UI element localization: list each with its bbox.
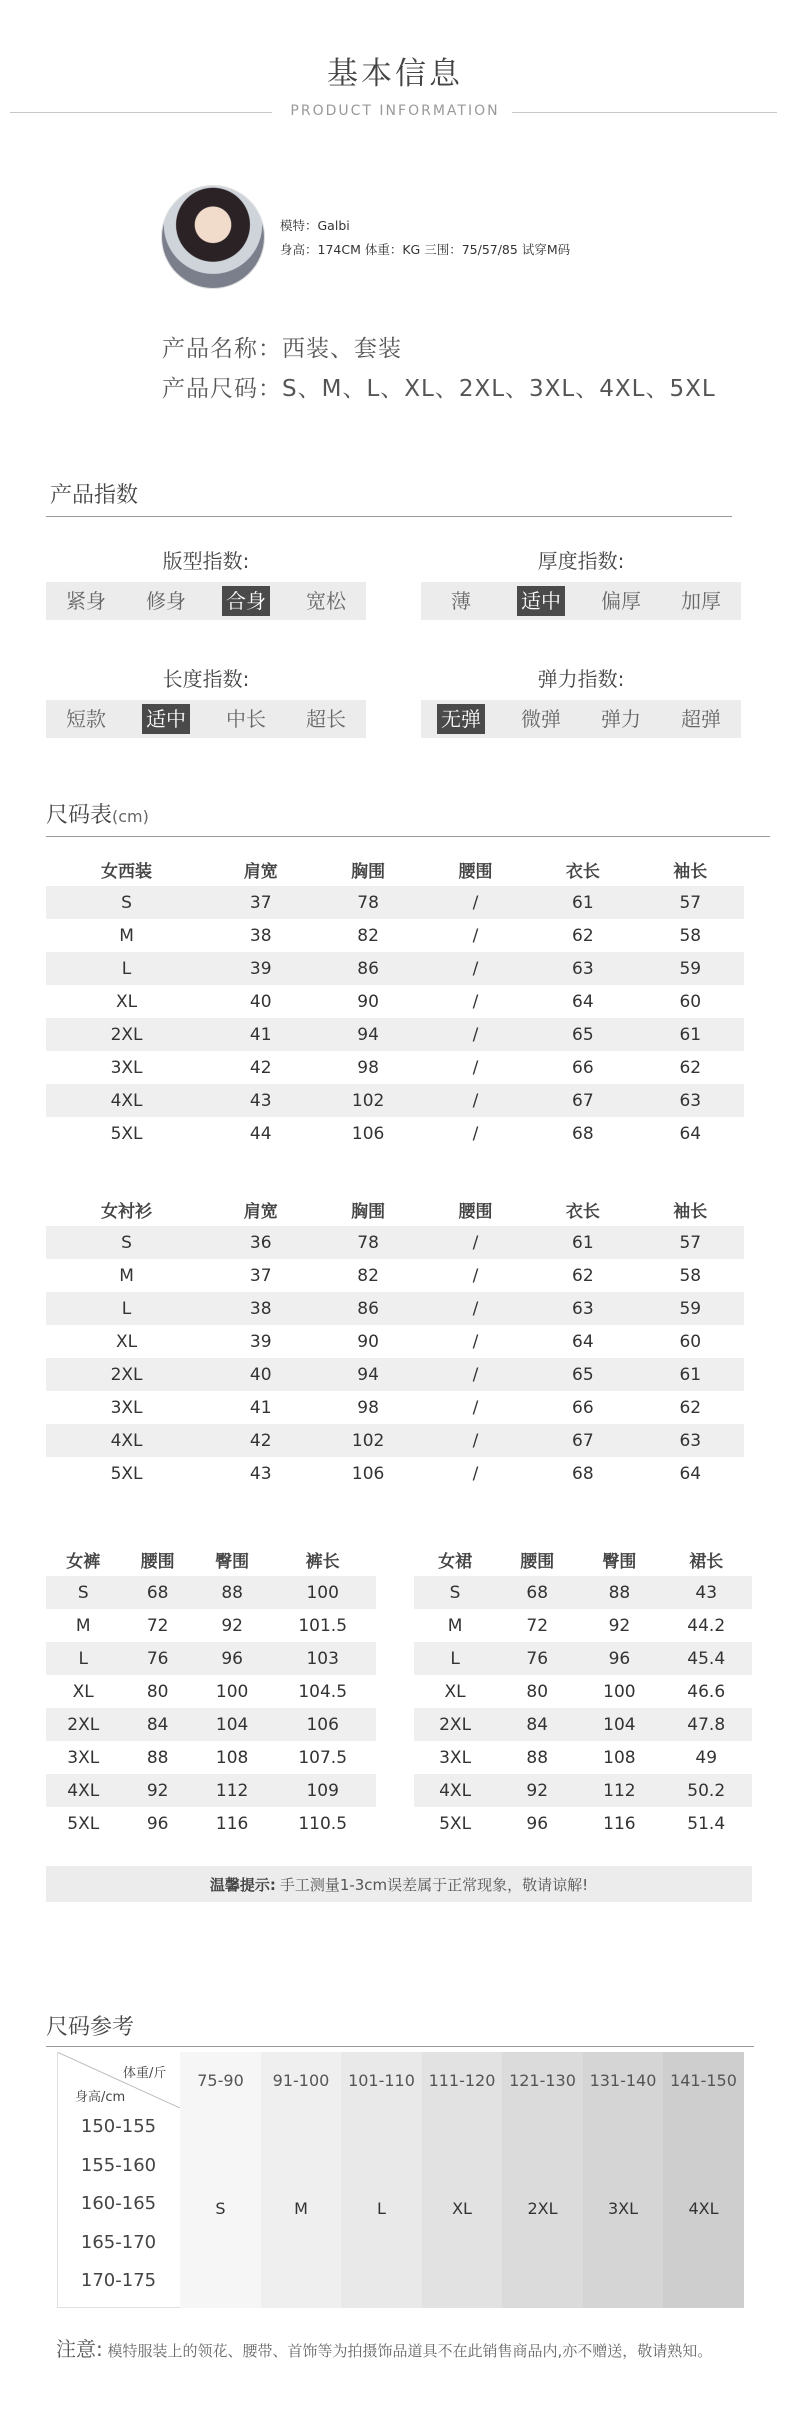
- table-cell: 4XL: [46, 1774, 120, 1807]
- table-cell: 104: [578, 1708, 660, 1741]
- table-cell: S: [46, 886, 207, 919]
- table-cell: 62: [572, 925, 594, 946]
- table-cell: 110.5: [298, 1813, 348, 1834]
- table-cell: 116: [215, 1813, 249, 1834]
- table-cell: 68: [572, 1463, 594, 1484]
- table-cell: 106: [351, 1123, 385, 1144]
- table-header-cell: 肩宽: [243, 862, 278, 882]
- recommended-size: XL: [452, 2198, 472, 2218]
- table-cell: 90: [357, 1331, 379, 1352]
- table-cell: XL: [115, 1331, 138, 1352]
- page-title: 基本信息: [327, 56, 463, 92]
- table-header-cell: 胸围: [351, 1202, 386, 1222]
- table-cell: 68: [496, 1576, 578, 1609]
- table-cell: 96: [578, 1642, 660, 1675]
- table-cell: /: [422, 1358, 529, 1391]
- table-cell: 72: [146, 1615, 169, 1636]
- table-cell: /: [422, 1226, 529, 1259]
- skirt-size-table: [414, 1543, 752, 1840]
- table-row: [46, 985, 744, 1018]
- table-cell: 63: [529, 952, 636, 985]
- table-header-row: [46, 1193, 744, 1226]
- table-cell: 106: [351, 1463, 385, 1484]
- height-range-label: 150-155: [80, 2116, 157, 2137]
- table-row: [46, 1018, 744, 1051]
- table-header-cell: 胸围: [351, 862, 386, 882]
- model-name: 模特：Galbi: [280, 218, 350, 233]
- height-range-label: 160-165: [80, 2193, 157, 2214]
- fit-index-option-selected: 合身: [206, 582, 286, 620]
- table-cell: /: [472, 991, 479, 1012]
- table-cell: 5XL: [110, 1463, 143, 1484]
- note-label: 注意:: [56, 2337, 103, 2361]
- table-cell: /: [422, 1424, 529, 1457]
- table-row: [414, 1576, 752, 1609]
- tip-label: 温馨提示:: [209, 1875, 276, 1894]
- length-index-option: 超长: [306, 707, 346, 731]
- table-cell: 4XL: [46, 1424, 207, 1457]
- table-cell: 92: [496, 1774, 578, 1807]
- table-cell: 96: [526, 1813, 549, 1834]
- table-cell: 100: [269, 1576, 376, 1609]
- table-header-cell: 腰围: [458, 1202, 493, 1222]
- table-cell: 100: [215, 1681, 249, 1702]
- fit-index-label: 版型指数:: [162, 549, 250, 573]
- table-cell: 82: [357, 1265, 379, 1286]
- elasticity-index-bar: [421, 700, 741, 738]
- measurement-tip: [46, 1866, 752, 1902]
- table-cell: 67: [529, 1084, 636, 1117]
- table-row: [46, 1708, 376, 1741]
- table-cell: 102: [314, 1424, 421, 1457]
- thickness-index-option: 薄: [451, 589, 471, 613]
- table-cell: 62: [572, 1265, 594, 1286]
- table-row: [46, 1292, 744, 1325]
- weight-range-label: 91-100: [272, 2070, 330, 2090]
- table-cell: 41: [207, 1018, 314, 1051]
- table-cell: /: [422, 952, 529, 985]
- table-cell: XL: [444, 1681, 466, 1702]
- table-cell: 78: [314, 1226, 421, 1259]
- table-row: [46, 1117, 744, 1150]
- recommended-size: 2XL: [527, 2198, 558, 2218]
- table-cell: 104.5: [298, 1681, 348, 1702]
- weight-range-label: 121-130: [509, 2070, 576, 2090]
- table-cell: 46.6: [687, 1681, 726, 1702]
- thickness-index-label: 厚度指数:: [537, 549, 625, 573]
- table-row: [414, 1675, 752, 1708]
- elasticity-index-option-selected: 无弹: [421, 700, 501, 738]
- table-cell: 101.5: [298, 1615, 348, 1636]
- table-row: [46, 1325, 744, 1358]
- table-row: [46, 1609, 376, 1642]
- table-cell: XL: [72, 1681, 94, 1702]
- table-cell: 88: [578, 1576, 660, 1609]
- table-row: [46, 1576, 376, 1609]
- table-row: [46, 1259, 744, 1292]
- table-cell: 104: [195, 1708, 269, 1741]
- table-cell: 60: [679, 991, 702, 1012]
- table-cell: 78: [314, 886, 421, 919]
- table-cell: L: [46, 1642, 120, 1675]
- corner-weight-label: 体重/斤: [123, 2066, 167, 2081]
- table-header-cell: 袖长: [673, 862, 708, 882]
- table-row: [46, 1675, 376, 1708]
- table-row: [414, 1741, 752, 1774]
- table-cell: 58: [679, 925, 702, 946]
- table-row: [46, 1424, 744, 1457]
- product-sizes: 产品尺码：S、M、L、XL、2XL、3XL、4XL、5XL: [162, 376, 716, 402]
- table-header-cell: 腰围: [458, 862, 493, 882]
- table-cell: 98: [357, 1057, 379, 1078]
- table-header-cell: 女裙: [438, 1552, 473, 1572]
- weight-column: [341, 2052, 422, 2308]
- table-cell: 51.4: [687, 1813, 726, 1834]
- table-cell: 92: [221, 1615, 243, 1636]
- table-cell: 40: [207, 1358, 314, 1391]
- table-cell: L: [46, 1292, 207, 1325]
- table-cell: 57: [637, 886, 744, 919]
- table-cell: 108: [215, 1747, 249, 1768]
- table-cell: 3XL: [110, 1397, 143, 1418]
- table-cell: 4XL: [46, 1084, 207, 1117]
- table-header-cell: 裙长: [689, 1552, 724, 1572]
- length-index-option: 中长: [226, 707, 266, 731]
- indices-title: 产品指数: [50, 483, 139, 508]
- table-cell: 112: [578, 1774, 660, 1807]
- table-cell: 39: [249, 1331, 272, 1352]
- table-cell: 88: [195, 1576, 269, 1609]
- table-header-cell: 腰围: [520, 1552, 555, 1572]
- thickness-index-option: 偏厚: [601, 589, 641, 613]
- table-cell: 59: [637, 952, 744, 985]
- table-cell: 86: [314, 952, 421, 985]
- size-chart-divider: [46, 836, 770, 837]
- table-cell: 66: [572, 1057, 594, 1078]
- length-index-option-selected: 适中: [126, 700, 206, 738]
- table-cell: 3XL: [439, 1747, 472, 1768]
- table-cell: XL: [115, 991, 138, 1012]
- table-cell: 62: [679, 1397, 702, 1418]
- table-cell: 64: [679, 1123, 702, 1144]
- table-cell: 64: [572, 1331, 594, 1352]
- table-cell: S: [46, 1226, 207, 1259]
- recommended-size: M: [294, 2198, 308, 2218]
- table-cell: 61: [529, 1226, 636, 1259]
- fit-index-option: 紧身: [66, 589, 106, 613]
- table-cell: 5XL: [110, 1123, 143, 1144]
- table-row: [46, 1741, 376, 1774]
- table-cell: 5XL: [439, 1813, 472, 1834]
- table-cell: 43: [249, 1463, 272, 1484]
- table-cell: 2XL: [46, 1358, 207, 1391]
- table-cell: 102: [314, 1084, 421, 1117]
- table-cell: 59: [637, 1292, 744, 1325]
- thickness-index-bar: [421, 582, 741, 620]
- table-cell: 45.4: [660, 1642, 752, 1675]
- table-cell: 82: [357, 925, 379, 946]
- table-cell: 84: [496, 1708, 578, 1741]
- table-cell: /: [472, 925, 479, 946]
- table-cell: 43: [660, 1576, 752, 1609]
- table-cell: 2XL: [46, 1018, 207, 1051]
- size-reference-title: 尺码参考: [46, 2015, 135, 2040]
- table-header-cell: 衣长: [565, 1202, 600, 1222]
- table-cell: 107.5: [298, 1747, 348, 1768]
- table-header-row: [46, 853, 744, 886]
- weight-range-label: 101-110: [348, 2070, 415, 2090]
- table-header-cell: 衣长: [565, 862, 600, 882]
- table-row: [414, 1708, 752, 1741]
- table-cell: 4XL: [414, 1774, 496, 1807]
- elasticity-index-label: 弹力指数:: [537, 667, 625, 691]
- table-header-row: [414, 1543, 752, 1576]
- table-row: [46, 1358, 744, 1391]
- table-row: [414, 1774, 752, 1807]
- table-header-row: [46, 1543, 376, 1576]
- table-cell: 40: [249, 991, 272, 1012]
- table-row: [414, 1642, 752, 1675]
- recommended-size: S: [215, 2198, 226, 2218]
- table-cell: 63: [637, 1084, 744, 1117]
- table-cell: L: [414, 1642, 496, 1675]
- table-cell: 37: [249, 1265, 272, 1286]
- table-cell: 92: [120, 1774, 194, 1807]
- table-row: [46, 919, 744, 952]
- table-cell: 44: [249, 1123, 272, 1144]
- table-cell: M: [447, 1615, 463, 1636]
- table-cell: 112: [195, 1774, 269, 1807]
- table-cell: 88: [526, 1747, 549, 1768]
- table-cell: 49: [695, 1747, 718, 1768]
- table-cell: 39: [207, 952, 314, 985]
- table-cell: 37: [207, 886, 314, 919]
- suit-size-table: [46, 853, 744, 1150]
- table-cell: 2XL: [414, 1708, 496, 1741]
- table-header-cell: 肩宽: [243, 1202, 278, 1222]
- elasticity-index-option: 弹力: [601, 707, 641, 731]
- table-row: [414, 1807, 752, 1840]
- table-cell: 92: [608, 1615, 631, 1636]
- table-cell: 96: [146, 1813, 169, 1834]
- table-cell: 62: [679, 1057, 702, 1078]
- fit-index-bar: [46, 582, 366, 620]
- shirt-size-table: [46, 1193, 744, 1490]
- table-cell: 64: [679, 1463, 702, 1484]
- table-cell: M: [119, 1265, 134, 1286]
- table-header-cell: 袖长: [673, 1202, 708, 1222]
- table-row: [46, 1642, 376, 1675]
- table-cell: 100: [603, 1681, 636, 1702]
- size-reference-divider: [46, 2046, 754, 2047]
- height-range-label: 170-175: [80, 2270, 157, 2291]
- height-range-label: 165-170: [80, 2231, 157, 2253]
- table-cell: 63: [529, 1292, 636, 1325]
- elasticity-index-option: 超弹: [681, 707, 721, 731]
- table-cell: /: [422, 1084, 529, 1117]
- table-cell: 88: [146, 1747, 169, 1768]
- weight-column: [261, 2052, 342, 2308]
- table-cell: 61: [637, 1358, 744, 1391]
- table-cell: 86: [314, 1292, 421, 1325]
- table-cell: L: [46, 952, 207, 985]
- table-cell: 64: [572, 991, 594, 1012]
- table-cell: 116: [603, 1813, 636, 1834]
- table-header-cell: 女西装: [101, 862, 153, 882]
- size-chart-unit: (cm): [112, 807, 149, 826]
- page-subtitle: PRODUCT INFORMATION: [290, 103, 500, 119]
- table-cell: 80: [146, 1681, 169, 1702]
- weight-column: [422, 2052, 503, 2308]
- fit-index-option: 宽松: [306, 589, 346, 613]
- table-cell: 103: [269, 1642, 376, 1675]
- table-row: [46, 1391, 744, 1424]
- table-row: [46, 1457, 744, 1490]
- table-cell: 96: [195, 1642, 269, 1675]
- table-cell: 67: [529, 1424, 636, 1457]
- table-cell: 84: [120, 1708, 194, 1741]
- size-chart-title-text: 尺码表: [46, 803, 113, 828]
- size-reference-grid: [57, 2052, 744, 2308]
- table-cell: 38: [207, 1292, 314, 1325]
- table-cell: 72: [526, 1615, 549, 1636]
- length-index-label: 长度指数:: [162, 667, 250, 691]
- table-header-cell: 臀围: [215, 1552, 250, 1572]
- weight-range-label: 111-120: [428, 2070, 496, 2090]
- recommended-size: 3XL: [607, 2198, 639, 2218]
- table-row: [46, 1807, 376, 1840]
- table-cell: S: [46, 1576, 120, 1609]
- fit-index-option: 修身: [146, 589, 186, 613]
- table-header-cell: 女裤: [66, 1552, 101, 1572]
- table-cell: 80: [526, 1681, 549, 1702]
- table-cell: /: [422, 1018, 529, 1051]
- table-header-cell: 臀围: [602, 1552, 637, 1572]
- table-cell: /: [472, 1057, 479, 1078]
- table-cell: /: [472, 1265, 479, 1286]
- table-cell: 65: [529, 1358, 636, 1391]
- table-cell: 47.8: [660, 1708, 752, 1741]
- model-stats: 身高：174CM 体重：KG 三围：75/57/85 试穿M码: [280, 242, 571, 257]
- table-cell: 109: [269, 1774, 376, 1807]
- table-cell: 90: [357, 991, 379, 1012]
- weight-range-label: 141-150: [670, 2070, 737, 2090]
- table-cell: 42: [249, 1057, 272, 1078]
- table-cell: 43: [207, 1084, 314, 1117]
- length-index-bar: [46, 700, 366, 738]
- tip-text: 手工测量1-3cm误差属于正常现象，敬请谅解!: [279, 1875, 589, 1894]
- table-row: [46, 1226, 744, 1259]
- indices-divider: [46, 516, 732, 517]
- table-cell: 36: [207, 1226, 314, 1259]
- table-header-cell: 女衬衫: [101, 1202, 153, 1222]
- table-cell: 42: [207, 1424, 314, 1457]
- table-cell: 2XL: [46, 1708, 120, 1741]
- table-cell: 50.2: [660, 1774, 752, 1807]
- note-text: 模特服装上的领花、腰带、首饰等为拍摄饰品道具不在此销售商品内,亦不赠送，敬请熟知。: [107, 2342, 713, 2360]
- table-cell: /: [422, 1292, 529, 1325]
- table-cell: /: [472, 1463, 479, 1484]
- table-cell: 108: [603, 1747, 636, 1768]
- table-cell: 94: [314, 1018, 421, 1051]
- table-cell: 57: [637, 1226, 744, 1259]
- table-cell: 76: [120, 1642, 194, 1675]
- table-cell: 63: [637, 1424, 744, 1457]
- table-cell: 5XL: [67, 1813, 100, 1834]
- recommended-size: L: [377, 2198, 386, 2218]
- table-cell: /: [472, 1331, 479, 1352]
- table-header-cell: 腰围: [140, 1552, 175, 1572]
- table-cell: M: [119, 925, 134, 946]
- table-cell: 58: [679, 1265, 702, 1286]
- table-cell: 61: [637, 1018, 744, 1051]
- table-cell: 3XL: [67, 1747, 100, 1768]
- table-cell: 38: [249, 925, 272, 946]
- length-index-option: 短款: [66, 707, 106, 731]
- table-cell: 65: [529, 1018, 636, 1051]
- table-row: [46, 1774, 376, 1807]
- table-cell: 68: [120, 1576, 194, 1609]
- product-name: 产品名称：西装、套装: [162, 336, 402, 362]
- model-avatar: [162, 186, 264, 288]
- table-row: [46, 1051, 744, 1084]
- table-header-cell: 裤长: [305, 1552, 340, 1572]
- weight-range-label: 131-140: [589, 2070, 657, 2090]
- table-cell: 98: [357, 1397, 379, 1418]
- table-cell: 94: [314, 1358, 421, 1391]
- table-row: [46, 886, 744, 919]
- table-cell: 68: [572, 1123, 594, 1144]
- elasticity-index-option: 微弹: [521, 707, 561, 731]
- table-cell: 61: [529, 886, 636, 919]
- thickness-index-option: 加厚: [681, 589, 721, 613]
- corner-height-label: 身高/cm: [75, 2090, 126, 2105]
- table-cell: 66: [572, 1397, 594, 1418]
- table-cell: /: [472, 1123, 479, 1144]
- size-chart-title: [46, 798, 149, 829]
- weight-range-label: 75-90: [197, 2070, 244, 2090]
- table-cell: 76: [496, 1642, 578, 1675]
- table-cell: S: [414, 1576, 496, 1609]
- table-cell: M: [75, 1615, 91, 1636]
- table-row: [46, 1084, 744, 1117]
- weight-column: [502, 2052, 583, 2308]
- disclaimer-note: [56, 2333, 712, 2362]
- weight-column: [583, 2052, 664, 2308]
- table-cell: 3XL: [110, 1057, 143, 1078]
- table-cell: /: [422, 886, 529, 919]
- thickness-index-option-selected: 适中: [501, 582, 581, 620]
- weight-column: [663, 2052, 744, 2308]
- recommended-size: 4XL: [688, 2198, 719, 2218]
- table-cell: 106: [269, 1708, 376, 1741]
- table-row: [46, 952, 744, 985]
- table-cell: 60: [679, 1331, 702, 1352]
- title-divider-right: [512, 112, 777, 113]
- table-row: [414, 1609, 752, 1642]
- table-cell: 44.2: [687, 1615, 726, 1636]
- pants-size-table: [46, 1543, 376, 1840]
- table-cell: 41: [249, 1397, 272, 1418]
- weight-column: [180, 2052, 261, 2308]
- height-range-label: 155-160: [80, 2154, 157, 2176]
- table-cell: /: [472, 1397, 479, 1418]
